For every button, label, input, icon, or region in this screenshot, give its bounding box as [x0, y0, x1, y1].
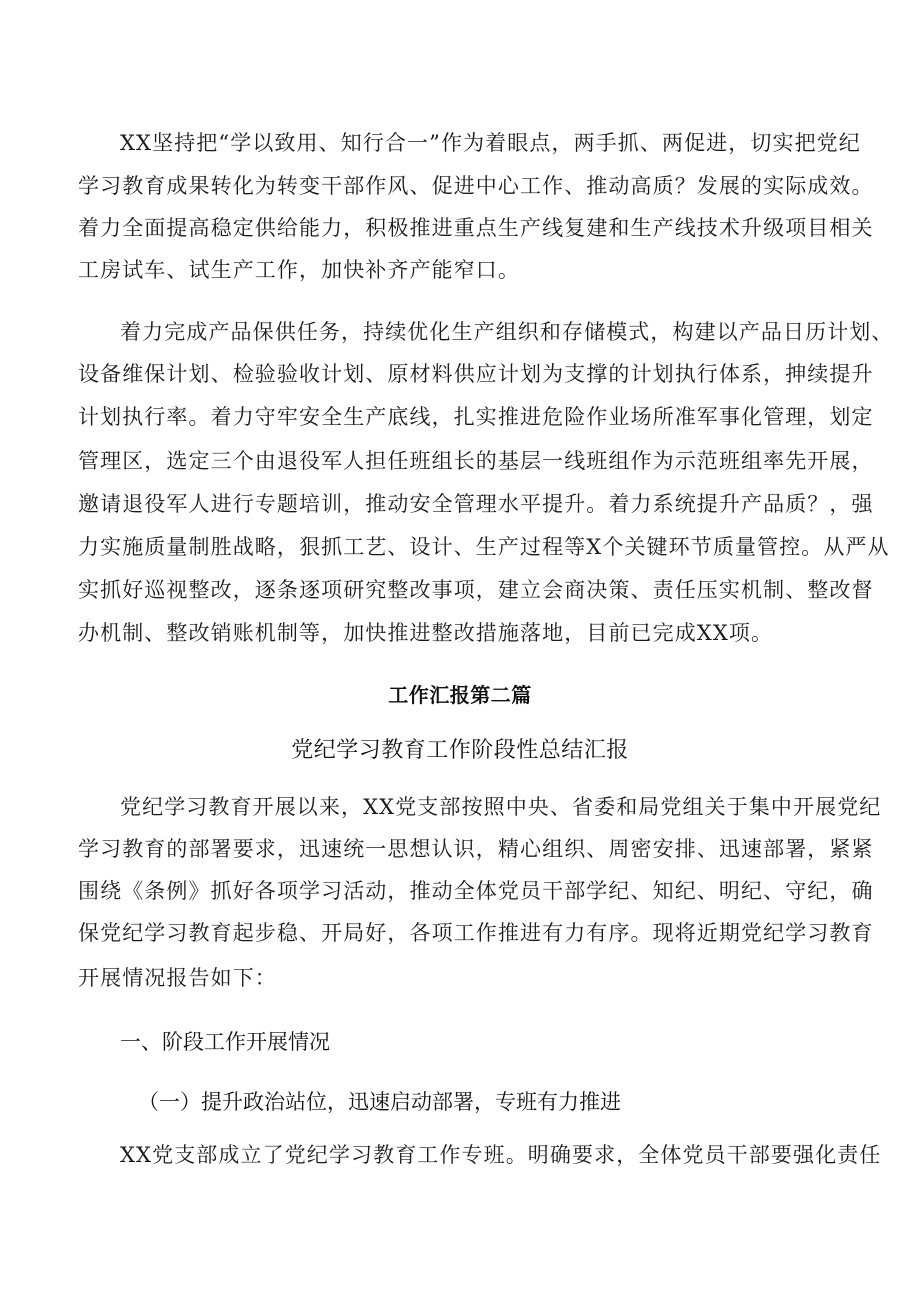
paragraph-line: 设备维保计划、检验验收计划、原材料供应计划为支撑的计划执行体系，抻续提升: [78, 362, 874, 386]
paragraph-line: 围绕《条例》抓好各项学习活动，推动全体党员干部学纪、知纪、明纪、守纪，确: [78, 879, 874, 903]
paragraph-line: 力实施质量制胜战略，狠抓工艺、设计、生产过程等X个关键环节质量管控。从严从: [78, 535, 890, 559]
paragraph-line: 保党纪学习教育起步稳、开局好，各项工作推进有力有序。现将近期党纪学习教育: [78, 921, 874, 945]
section-label: 工作汇报第二篇: [388, 683, 532, 707]
heading-level-1: 一、阶段工作开展情况: [120, 1030, 330, 1054]
heading-level-2: （一）提升政治站位，迅速启动部署，专班有力推进: [138, 1090, 621, 1114]
paragraph-line: XX党支部成立了党纪学习教育工作专班。明确要求，全体党员干部要强化责任: [120, 1143, 882, 1167]
paragraph-line: 邀请退役军人进行专题培训，推动安全管理水平提升。着力系统提升产品质？，强: [78, 492, 874, 516]
paragraph-line: 实抓好巡视整改，逐条逐项研究整改事项，建立会商决策、责任压实机制、整改督: [78, 578, 874, 602]
paragraph-line: 工房试车、试生产工作，加快补齐产能窄口。: [78, 258, 520, 282]
paragraph-line: 办机制、整改销账机制等，加快推进整改措施落地，目前已完成XX项。: [78, 621, 774, 645]
paragraph-line: 党纪学习教育开展以来，XX党支部按照中央、省委和局党组关于集中开展党纪: [120, 795, 882, 819]
paragraph-line: 着力完成产品保供任务，持续优化生产组织和存储模式，构建以产品日历计划、: [120, 320, 894, 344]
paragraph-line: 管理区，选定三个由退役军人担任班组长的基层一线班组作为示范班组率先开展，: [78, 449, 874, 473]
paragraph-line: 计划执行率。着力守牢安全生产底线，扎实推进危险作业场所准军事化管理，划定: [78, 405, 874, 429]
paragraph-line: 开展情况报告如下：: [78, 966, 277, 990]
paragraph-line: 学习教育的部署要求，迅速统一思想认识，精心组织、周密安排、迅速部署，紧紧: [78, 837, 874, 861]
paragraph-line: 学习教育成果转化为转变干部作风、促进中心工作、推动高质？发展的实际成效。: [78, 174, 874, 198]
section-title: 党纪学习教育工作阶段性总结汇报: [291, 738, 629, 763]
paragraph-line: 着力全面提高稳定供给能力，积极推进重点生产线复建和生产线技术升级项目相关: [78, 216, 874, 240]
paragraph-line: XX坚持把“学以致用、知行合一”作为着眼点，两手抓、两促进，切实把党纪: [120, 131, 861, 155]
